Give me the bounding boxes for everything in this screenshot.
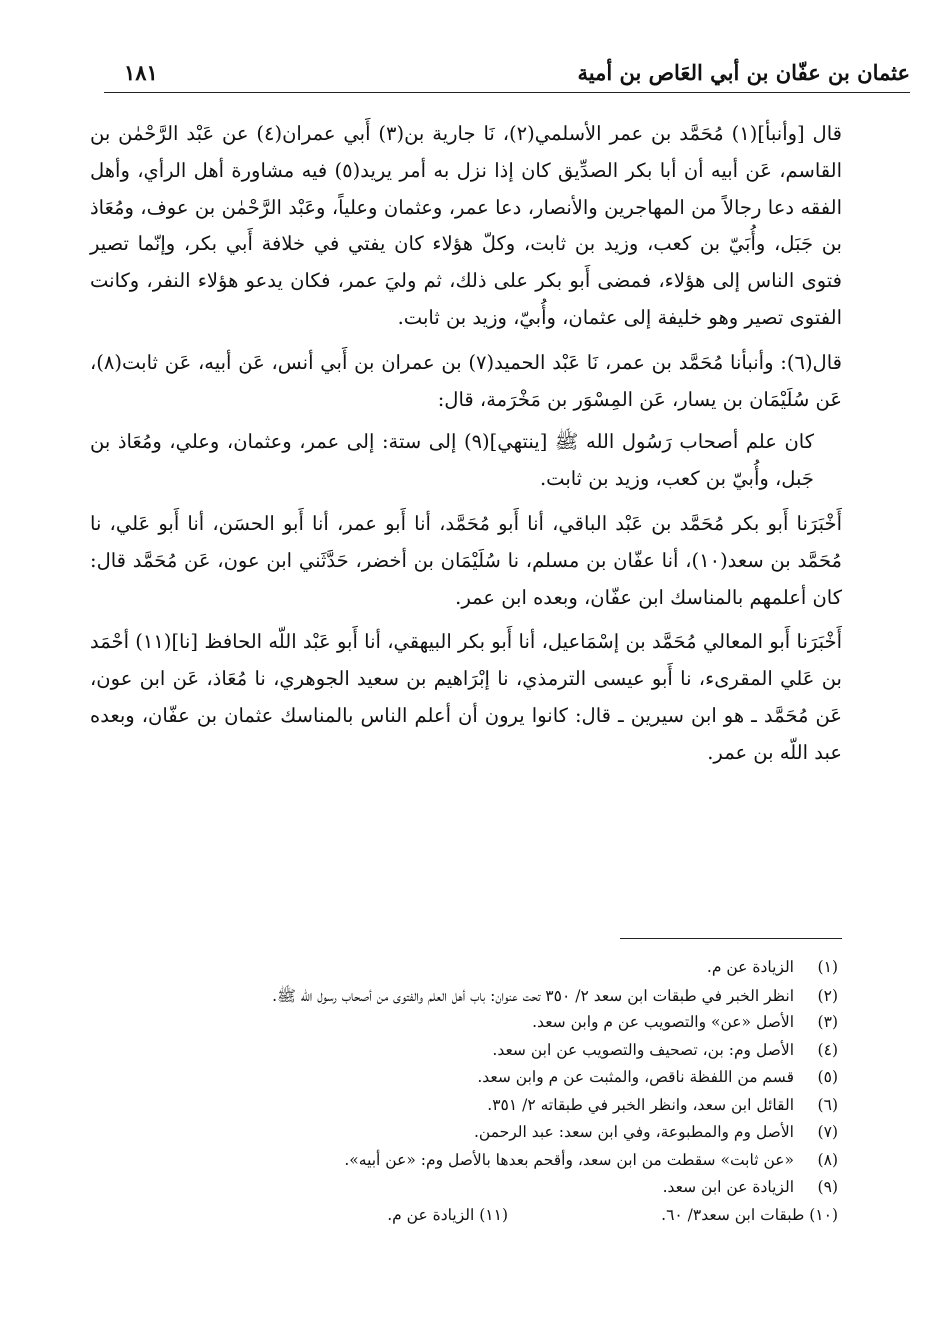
paragraph: أَخْبَرَنا أَبو المعالي مُحَمَّد بن إسْمَاعيل، أنا أَبو بكر البيهقي، أنا أَبو عَبْد اللّه الحافظ [نا](١١) أحْمَد بن عَلي المقرىء، نا أَبو عيسى الترمذي، نا إبْرَاهيم بن سعيد الجوهري، نا مُعَاذ، عَن ابن عون، عَن مُحَمَّد ـ هو ابن سيرين ـ قال: كانوا يرون أن أعلم الناس بالمناسك عثمان بن عفّان، وبعده عبد اللّه بن عمر.: [90, 630, 842, 764]
footnote-text: «عن ثابت» سقطت من ابن سعد، وأقحم بعدها بالأصل وم: «عن أبيه».: [344, 1150, 794, 1169]
page-header: [104, 58, 910, 93]
footnote-text: الأصل «عن» والتصويب عن م وابن سعد.: [532, 1013, 794, 1031]
paragraph: قال(٦): وأنبأنا مُحَمَّد بن عمر، نَا عَبْد الحميد(٧) بن عمران بن أَبي أنس، عَن أبيه، عَن ثابت(٨)، عَن سُلَيْمَان بن يسار، عَن المِسْوَر بن مَخْرَمة، قال:: [90, 350, 842, 411]
footnote-text: الزيادة عن م.: [387, 1205, 475, 1224]
paragraph: أَخْبَرَنا أَبو بكر مُحَمَّد بن عَبْد الباقي، أنا أَبو مُحَمَّد، أنا أَبو عمر، أنا أَبو الحسَن، أنا أَبو عَلي، نا مُحَمَّد بن سعد(١٠)، أنا عفّان بن مسلم، نا سُلَيْمَان بن أخضر، حَدَّثَني ابن عون، عَن مُحَمَّد قال: كان أعلمهم بالمناسك ابن عفّان، وبعده ابن عمر.: [90, 511, 842, 609]
footnote-row: [90, 1206, 838, 1234]
footnote: [90, 1041, 838, 1069]
footnote-text: القائل ابن سعد، وانظر الخبر في طبقاته ٢/ ٣٥١.: [487, 1095, 794, 1114]
footnote: [508, 1206, 838, 1224]
footnote-text: الأصل وم والمطبوعة، وفي ابن سعد: عبد الرحمن.: [473, 1123, 794, 1141]
footnote-text: الزيادة عن م.: [706, 958, 794, 976]
footnote: [90, 1123, 838, 1151]
footnote-number: (١٠): [809, 1205, 838, 1224]
footnote-text: الأصل وم: بن، تصحيف والتصويب عن ابن سعد.: [492, 1040, 794, 1059]
running-title: عثمان بن عفّان بن أبي العَاص بن أمية: [577, 60, 910, 85]
footnote-number: (٨): [817, 1150, 838, 1169]
footnote-number: (٢): [817, 986, 838, 1005]
footnotes: [90, 958, 838, 1233]
footnote-number: (٤): [817, 1040, 838, 1059]
footnote: [90, 1013, 838, 1041]
footnote-separator: [620, 938, 842, 939]
footnote-text: انظر الخبر في طبقات ابن سعد ٢/ ٣٥٠ تحت عنوان: باب أهل العلم والفتوى من أصحاب رسول الله ﷺ.: [272, 986, 794, 1005]
footnote: [90, 1096, 838, 1124]
footnote-number: (٥): [817, 1068, 838, 1086]
footnote-text: طبقات ابن سعد٣/ ٦٠.: [661, 1205, 805, 1224]
page-number: ١٨١: [124, 60, 158, 85]
footnote: [90, 1178, 838, 1206]
footnote-number: (٧): [817, 1123, 838, 1141]
footnote-number: (٩): [817, 1178, 838, 1196]
paragraph: قال [وأنبأ](١) مُحَمَّد بن عمر الأسلمي(٢)، نَا جارية بن(٣) أَبي عمران(٤) عن عَبْد الرَّحْمٰن بن القاسم، عَن أبيه أن أبا بكر الصدِّيق كان إذا نزل به أمر يريد(٥) فيه مشاورة أهل الرأي، وأهل الفقه دعا رجالاً من المهاجرين والأنصار، دعا عمر، وعثمان وعلياً، وعَبْد الرَّحْمٰن بن عوف، ومُعَاذ بن جَبَل، وأُبَيّ بن كعب، وزيد بن ثابت، وكلّ هؤلاء كان يفتي في خلافة أَبي بكر، وإنّما تصير فتوى الناس إلى هؤلاء، فمضى أَبو بكر على ذلك، ثم وليَ عمر، فكان يدعو هؤلاء النفر، وكانت الفتوى تصير وهو خليفة إلى عثمان، وأُبيّ، وزيد بن ثابت.: [90, 122, 842, 329]
footnote: [90, 986, 838, 1014]
footnote-number: (١): [817, 958, 838, 976]
footnote-number: (٣): [817, 1013, 838, 1031]
footnote-number: (١١): [479, 1205, 508, 1224]
footnote-number: (٦): [817, 1095, 838, 1114]
footnote: [90, 1151, 838, 1179]
quoted-paragraph: كان علم أصحاب رَسُول الله ﷺ [ينتهي](٩) إلى ستة: إلى عمر، وعثمان، وعلي، ومُعَاذ بن جَبل، وأُبيّ بن كعب، وزيد بن ثابت.: [90, 430, 814, 491]
footnote-text: قسم من اللفظة ناقص، والمثبت عن م وابن سعد.: [477, 1068, 794, 1086]
footnote: [90, 958, 838, 986]
footnote: [90, 1068, 838, 1096]
footnote-text: الزيادة عن ابن سعد.: [662, 1178, 794, 1196]
main-text: [90, 116, 842, 780]
footnote: [387, 1206, 508, 1224]
